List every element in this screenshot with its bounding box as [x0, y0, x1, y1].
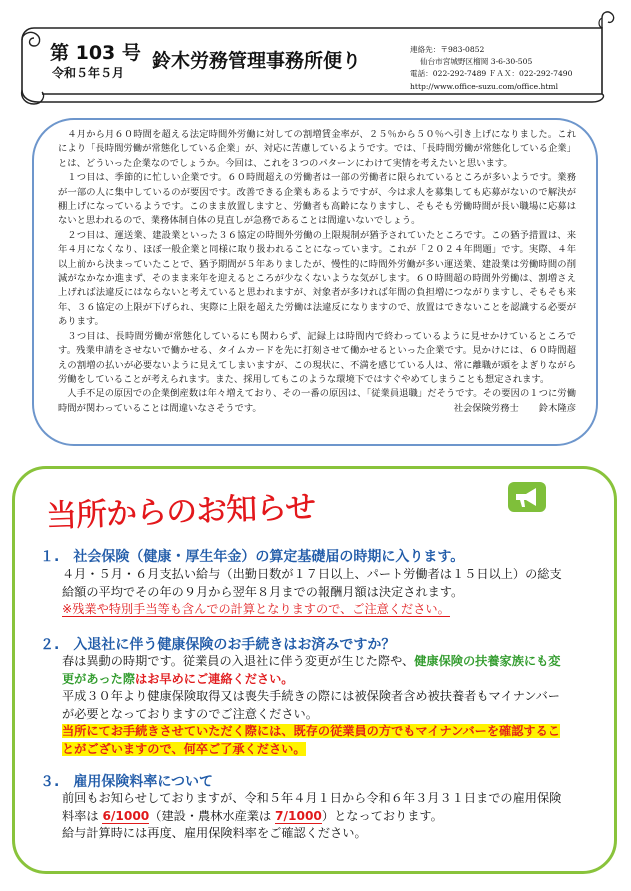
contact-phone-fax: 電話：022-292-7489 ＦＡＸ：022-292-7490 [410, 69, 573, 79]
article-paragraph: １つ目は、季節的に忙しい企業です。６０時間超えの労働者は一部の労働者に限られているところが多いようです。業務が一部の人に集中しているのが要因です。改善できる企業もあるようですが、今は求人を募集しても応募がないので解決が棚上げになっているようです。このまま放置しますと、労働者も高齢になりますし、そもそも労働時間が長い職場に応募はないと思われるので、業務体制自体の見直しが急務であることは間違いないでしょう。 [58, 172, 576, 227]
issue-date: 令和５年５月 [52, 66, 125, 80]
section-1-title [40, 546, 464, 566]
section-3-heading: 雇用保険料率について [73, 774, 214, 790]
section-2-red-text: はお早めにご連絡ください。 [135, 671, 294, 686]
section-3-text: 料率は [62, 808, 103, 823]
section-3-line-3: 給与計算時には再度、雇用保険料率をご確認ください。 [62, 826, 367, 840]
section-1-heading: 社会保険（健康・厚生年金）の算定基礎届の時期に入ります。 [73, 549, 465, 565]
article-paragraph [58, 387, 576, 416]
section-1-note: ※残業や特別手当等も含んでの計算となりますので、ご注意ください。 [62, 602, 450, 616]
rate-construction: 7/1000 [275, 808, 322, 823]
notice-heading: 当所からのお知らせ [45, 489, 316, 535]
megaphone-icon [506, 480, 548, 520]
section-1-note-row [62, 601, 562, 619]
section-1-number: １. [40, 549, 60, 565]
section-3-line-1: 前回もお知らせしておりますが、令和５年４月１日から令和６年３月３１日までの雇用保険 [62, 791, 562, 805]
section-2-green-text: 健康保険の扶養家族にも変 [414, 654, 561, 668]
section-2-line-4: が必要となっておりますのでご注意ください。 [62, 706, 318, 721]
section-2-line-1 [62, 653, 560, 671]
contact-address: 仙台市宮城野区榴岡 3-6-30-505 [420, 57, 533, 67]
section-2-heading: 入退社に伴う健康保険のお手続きはお済みですか？ [73, 637, 396, 653]
newsletter-title: 鈴木労務管理事務所便り [152, 50, 362, 72]
signature-title: 社会保険労務士 [453, 402, 519, 414]
section-2-body [62, 653, 560, 758]
section-2-highlight-1 [62, 723, 560, 741]
article-text [58, 128, 576, 416]
article-closing: 人手不足の原因での企業倒産数は年々増えており、その一番の原因は、「従業員退職」だそうです。その要因の１つに労働時間が関わっていることは間違いなさそうです。 [58, 388, 576, 414]
section-3-title [40, 771, 213, 791]
section-2-highlight-text: とがございますので、何卒ご了承ください。 [62, 741, 306, 756]
section-2-line-3: 平成３０年より健康保険取得又は喪失手続きの際には被保険者含め被扶養者もマイナンバー [62, 689, 560, 703]
section-2-highlight-text: 当所にてお手続きさせていただく際には、既存の従業員の方でもマイナンバーを確認するこ [62, 724, 560, 738]
section-3-number: ３. [40, 774, 60, 790]
section-2-green-text: 更があった際 [62, 671, 136, 686]
section-3-text: ）となっております。 [321, 808, 443, 823]
contact-postal: 連絡先：〒983-0852 [410, 45, 485, 54]
section-1-body [62, 566, 562, 619]
section-3-text: （建設・農林水産業は [149, 808, 276, 823]
article-paragraph: ４月から月６０時間を超える法定時間外労働に対しての割増賃金率が、２５％から５０％へ引き上げになりました。これにより「長時間労働が常態化している企業」が、対応に苦慮しているようです。では、「長時間労働が常態化している企業」とは、どういった企業なのでしょうか。今回は、これを３つのパターンにわけて実情を考えたいと思います。 [58, 129, 576, 169]
signature [424, 402, 576, 416]
issue-number: 第 103 号 [50, 42, 141, 64]
article-paragraph: ３つ目は、長時間労働が常態化しているにも関わらず、記録上は時間内で終わっているように見せかけているところです。残業申請をさせないで働かせる、タイムカードを先に打刻させて働かせるといった企業です。見かけには、６０時間超えの割増の払いが必要ないように見えてしまいますが、この現状に、不満を感じている人は、常に離職が頭をよぎりながら労働をしていることが考えられます。また、採用してもこのような環境下ではすぐやめてしまうことも想定されます。 [58, 330, 576, 385]
article-paragraph: ２つ目は、運送業、建設業といった３６協定の時間外労働の上限規制が猶予されていたところです。この猶予措置は、来年４月になくなり、ほぼ一般企業と同様に取り扱われることになっています。これが「２０２４年問題」です。実際、４年以上前から決まっていたことで、猶予期間が５年ありましたが、慢性的に時間外労働が多い運送業、建設業は労働時間の削減がなかなか進まず、そのまま来年を迎えるところが少なくないような気がします。６０時間超の時間外労働は、割増さえ上げれば法違反にはならないと考えていると思われますが、対象者が多ければ年間の負担増につながりますし、そもそも来年、３６協定の上限が下げられ、実際に上限を超えた労働は法違反になりますので、放置はできないことを認識する必要があります。 [58, 229, 576, 328]
section-3-body [62, 790, 561, 843]
section-1-line: 給額の平均でその年の９月から翌年８月までの報酬月額は決定されます。 [62, 584, 464, 599]
section-2-number: ２. [40, 637, 60, 653]
section-2-highlight-2 [62, 741, 560, 759]
contact-block [410, 44, 572, 93]
section-3-line-2 [62, 808, 561, 826]
rate-general: 6/1000 [102, 808, 150, 823]
section-2-line-2 [62, 671, 560, 689]
section-2-title [40, 634, 395, 654]
section-2-text: 春は異動の時期です。従業員の入退社に伴う変更が生じた際や、 [62, 654, 415, 668]
signature-name: 鈴木隆彦 [538, 402, 576, 414]
contact-url[interactable]: http://www.office-suzu.com/office.html [410, 81, 559, 91]
section-1-line: ４月・５月・６月支払い給与（出勤日数が１７日以上、パート労働者は１５日以上）の総支 [62, 567, 562, 581]
